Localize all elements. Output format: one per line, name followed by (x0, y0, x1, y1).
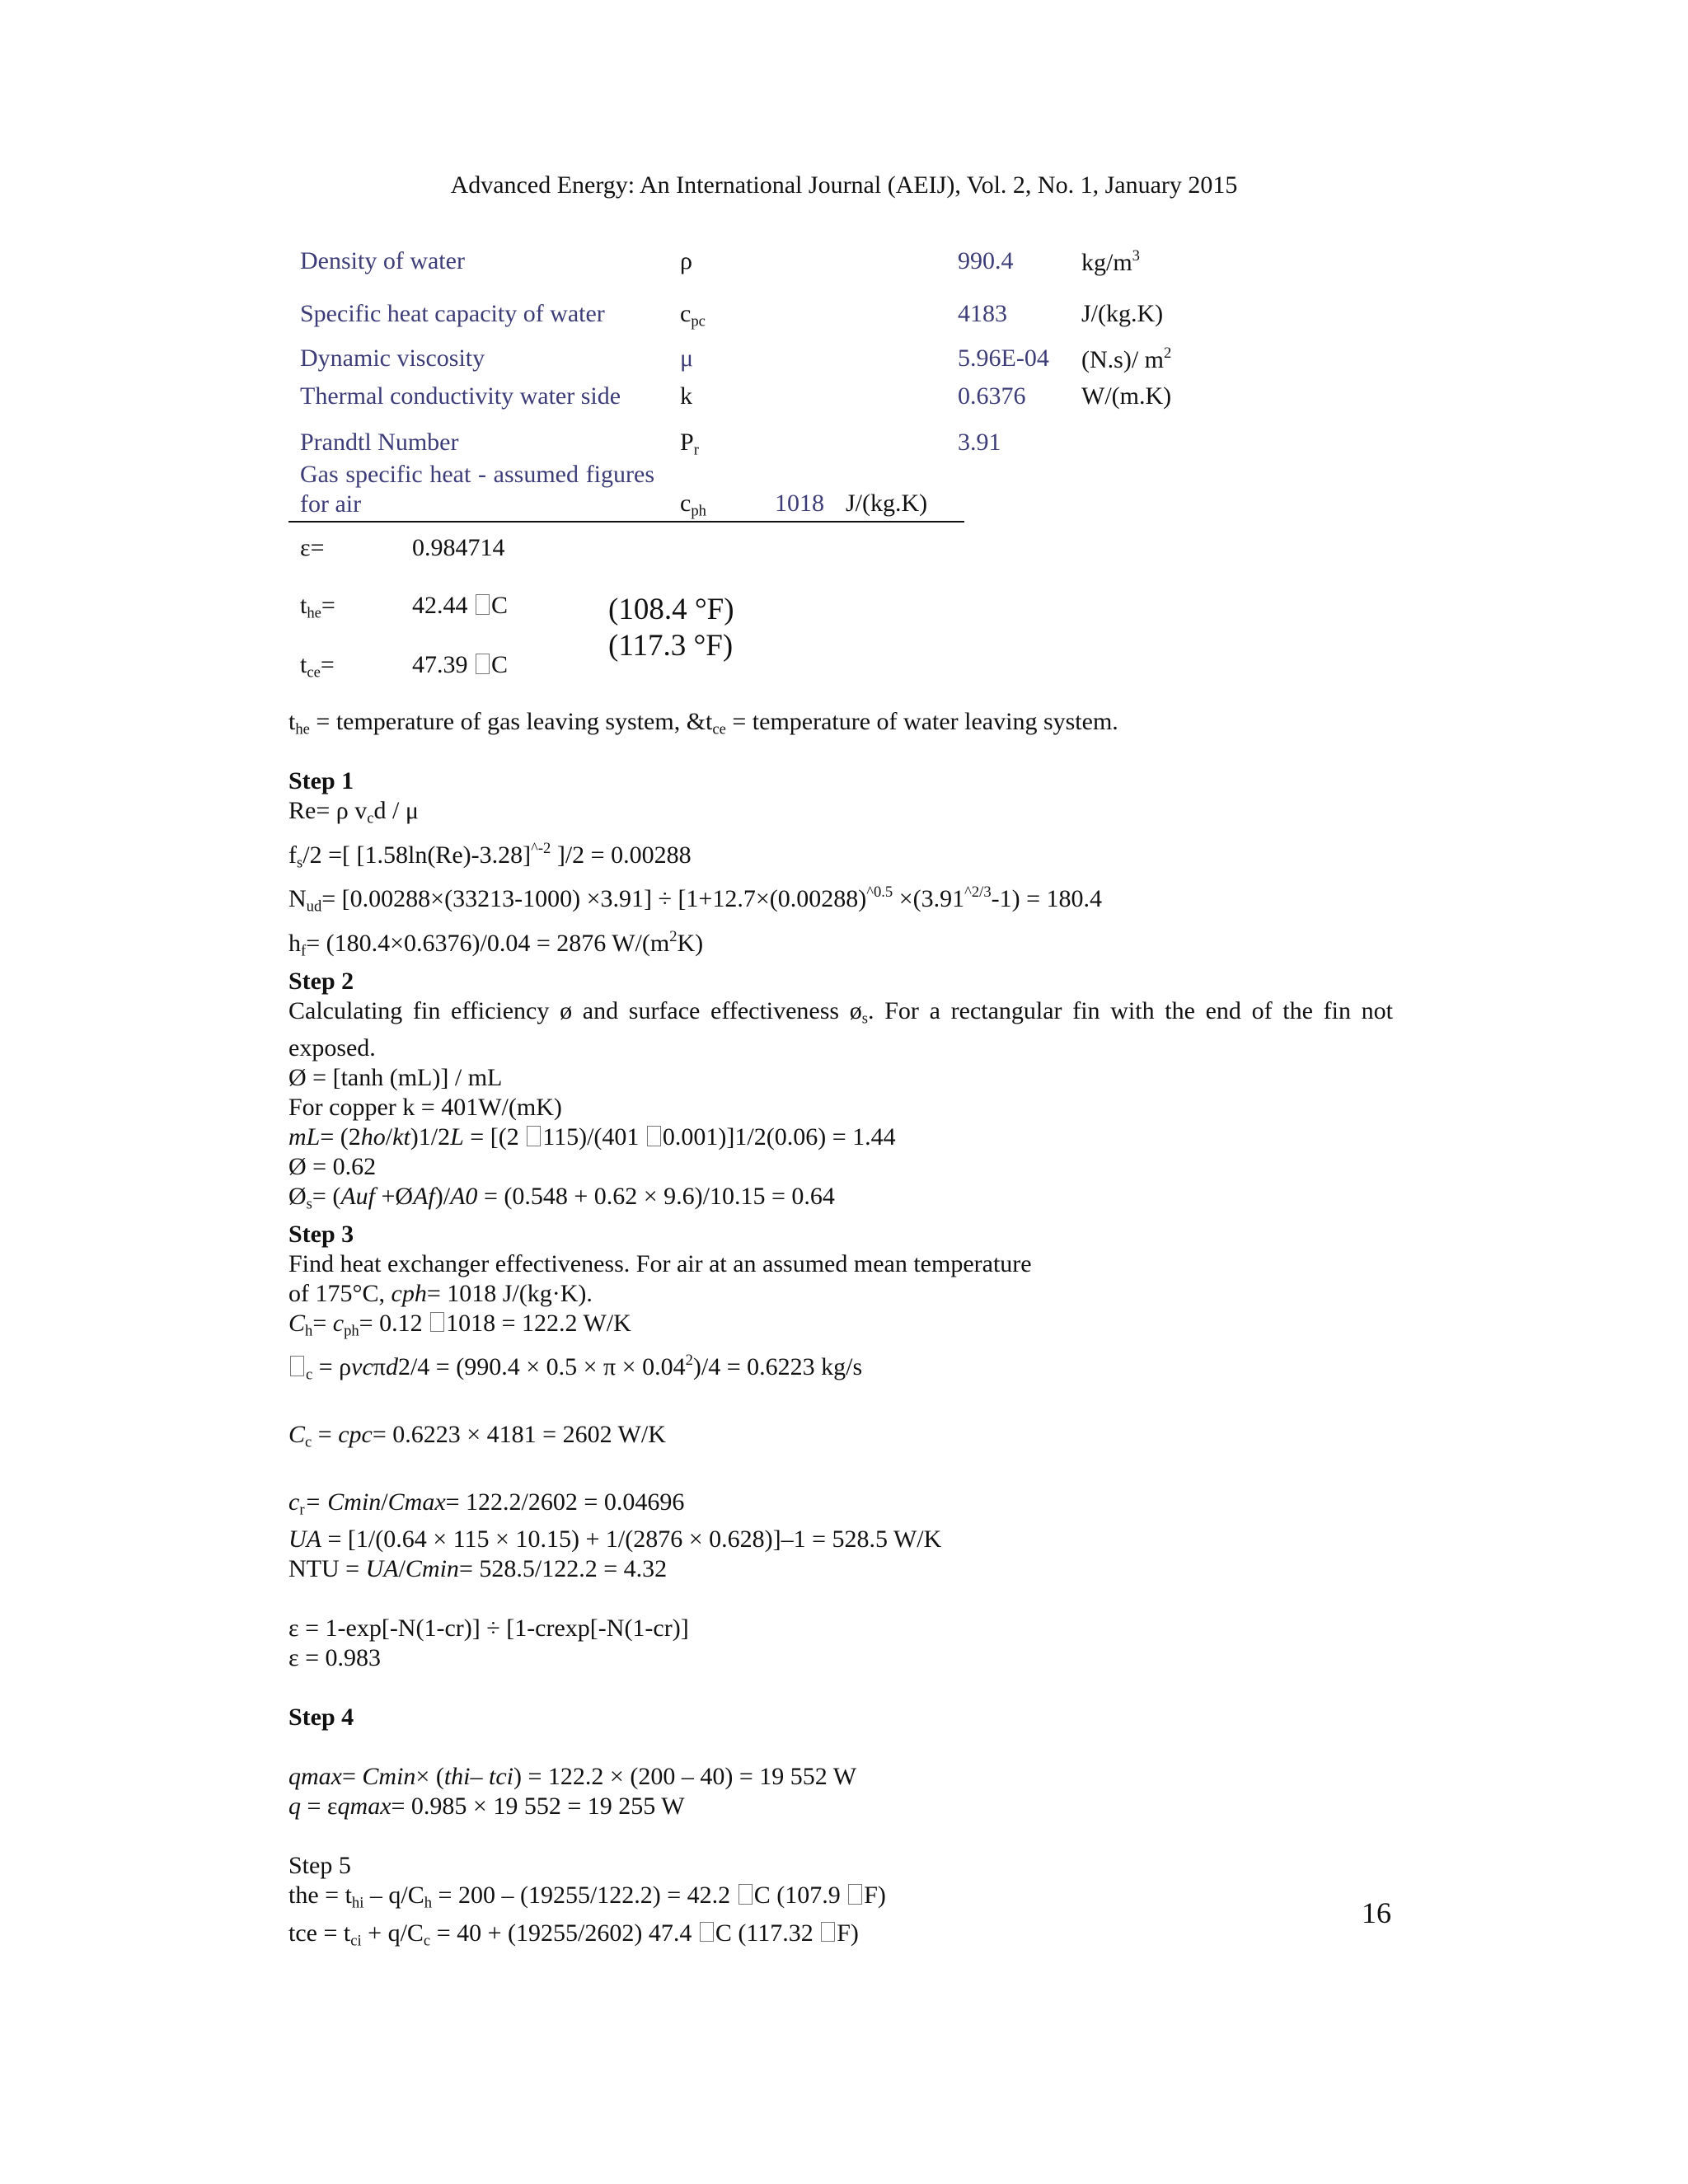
property-symbol: μ (680, 344, 694, 372)
running-header: Advanced Energy: An International Journal (AEIJ), Vol. 2, No. 1, January 2015 (450, 171, 1238, 199)
calculation-steps (288, 766, 1393, 1956)
cr-equation: $c_r= Cmin/Cmax= 122.2/2602 = 0.04696$ (288, 1488, 685, 1519)
effectiveness-equation: ε = 1-exp[-N(1-cr)] ÷ [1-crexp[-N(1-cr)] (288, 1615, 689, 1643)
properties-table (288, 247, 1172, 523)
missing-glyph-icon (290, 1356, 304, 1376)
property-label: Density of water (300, 247, 465, 274)
the-equation: the = $t_{hi} - q/C_h = 200 - (19255/122.2) = 42.2$ C (107.9 F) (288, 1882, 886, 1912)
step-2-heading: Step 2 (288, 967, 354, 995)
mass-flow-equation: $_c = \rho vc\pi d2/4 = (990.4 \times 0.5 \times \pi \times 0.04^2)/4 = 0.6223$ kg/s (288, 1346, 1393, 1390)
effectiveness-label: ε= (300, 534, 325, 561)
missing-glyph-icon (430, 1312, 444, 1333)
property-value: 1018 (775, 490, 824, 517)
cc-equation: $C_c = cpc= 0.6223 \times 4181 = 2602$ W/K (288, 1420, 666, 1451)
the-label: $t_{he}=$ (300, 592, 335, 622)
copper-conductivity: For copper k = 401W/(mK) (288, 1094, 562, 1122)
property-value: 990.4 (958, 247, 1014, 274)
property-label: Prandtl Number (300, 429, 459, 456)
fin-efficiency-equation: Ø = [tanh (mL)] / mL (288, 1064, 503, 1092)
missing-glyph-icon (738, 1884, 753, 1905)
nusselt-equation: $N_{ud}= [0.00288\times(33213-1000) \times 3.91] \div [1+12.7\times(0.00288)^{\^{}0.5} \times(3.91^{\^{}2/3}-1) = 180.4$ (288, 883, 1103, 916)
tce-value: 47.39 C (412, 651, 509, 678)
step-4-heading: Step 4 (288, 1704, 354, 1732)
qmax-equation: qmax= Cmin× (thi– tci) = 122.2 × (200 – 40) = 19 552 W (288, 1763, 857, 1791)
property-unit: $kg/m^3$ (1081, 247, 1140, 277)
the-fahrenheit: (108.4 °F) (608, 593, 734, 626)
ml-equation: mL= (2ho/kt)1/2L = [(2 115)/(401 0.001)]1/2(0.06) = 1.44 (288, 1123, 896, 1151)
property-symbol: $c_{pc}$ (680, 300, 706, 330)
property-symbol: k (680, 382, 692, 410)
property-value: 4183 (958, 300, 1007, 327)
property-symbol: $P_r$ (680, 429, 699, 459)
step-3-heading: Step 3 (288, 1220, 354, 1248)
definition-line: $t_{he}$ = temperature of gas leaving system, $\&t_{ce}$ = temperature of water leaving system. (288, 708, 1118, 738)
property-row (288, 300, 1164, 351)
property-unit: J/(kg.K) (846, 490, 928, 517)
property-label: Thermal conductivity water side (300, 382, 621, 410)
gas-specific-heat-row (288, 460, 964, 523)
missing-glyph-icon (476, 654, 490, 674)
missing-glyph-icon (821, 1922, 835, 1943)
property-unit: (N.s)/ $m^2$ (1081, 344, 1172, 374)
property-row (288, 247, 1140, 293)
step-5-heading: Step 5 (288, 1852, 351, 1880)
ntu-equation: NTU = UA/Cmin= 528.5/122.2 = 4.32 (288, 1555, 668, 1583)
property-symbol: ρ (680, 247, 692, 274)
q-equation: q = εqmax= 0.985 × 19 552 = 19 255 W (288, 1793, 685, 1821)
property-value: 5.96E-04 (958, 344, 1049, 372)
step-3-line-1: Find heat exchanger effectiveness. For air at an assumed mean temperature (288, 1249, 1032, 1277)
property-row (288, 382, 1172, 429)
effectiveness-result: ε = 0.983 (288, 1644, 382, 1672)
property-label: Dynamic viscosity (300, 344, 485, 372)
property-row (288, 429, 1001, 460)
ch-equation: $C_h= c_{ph}= 0.12$ 1018 = 122.2 W/K (288, 1309, 631, 1340)
missing-glyph-icon (848, 1884, 862, 1905)
tce-fahrenheit: (117.3 °F) (608, 629, 734, 663)
property-unit: W/(m.K) (1081, 382, 1172, 410)
property-row (288, 344, 1172, 382)
tce-label: $t_{ce}=$ (300, 651, 335, 682)
property-label: Specific heat capacity of water (300, 300, 605, 327)
property-unit: J/(kg.K) (1081, 300, 1164, 327)
missing-glyph-icon (476, 594, 490, 615)
step-2-intro: Calculating fin efficiency ø and surface effectiveness $ø_s$. For a rectangular fin with the end of the fin not exposed. (288, 996, 1393, 1062)
ua-equation: UA = [1/(0.64 × 115 × 10.15) + 1/(2876 × 0.628)]–1 = 528.5 W/K (288, 1526, 942, 1554)
fin-efficiency-value: Ø = 0.62 (288, 1153, 377, 1181)
property-label: Gas specific heat - assumed figures for air (300, 461, 654, 518)
property-value: 3.91 (958, 429, 1001, 456)
effectiveness-value: 0.984714 (412, 534, 505, 561)
surface-effectiveness-equation: $Ø_s= (Auf$ +ØAf)/A0 = (0.548 + 0.62 × 9.6)/10.15 = 0.64 (288, 1183, 835, 1213)
property-value: 0.6376 (958, 382, 1026, 410)
page-number: 16 (1362, 1896, 1391, 1929)
heat-transfer-coefficient-equation: $h_f= (180.4\times 0.6376)/0.04 = 2876$ $W/(m^2K)$ (288, 927, 704, 960)
missing-glyph-icon (527, 1126, 541, 1146)
friction-factor-equation: $f_s/2$ =[ $[1.58\ln(Re)-3.28]^{\^{}-2}$ ]/2 = 0.00288 (288, 839, 692, 872)
property-symbol: $c_{ph}$ (680, 490, 706, 520)
tce-equation: tce = $t_{ci} + q/C_c = 40 + (19255/2602)$ 47.4 C (117.32 F) (288, 1919, 859, 1950)
reynolds-equation: Re= ρ $v_cd$ / μ (288, 797, 419, 827)
step-1-heading: Step 1 (288, 767, 354, 794)
the-value: 42.44 C (412, 592, 509, 619)
step-3-line-2: of 175°C, cph= 1018 J/(kg·K). (288, 1279, 593, 1307)
missing-glyph-icon (647, 1126, 661, 1146)
missing-glyph-icon (700, 1922, 714, 1943)
